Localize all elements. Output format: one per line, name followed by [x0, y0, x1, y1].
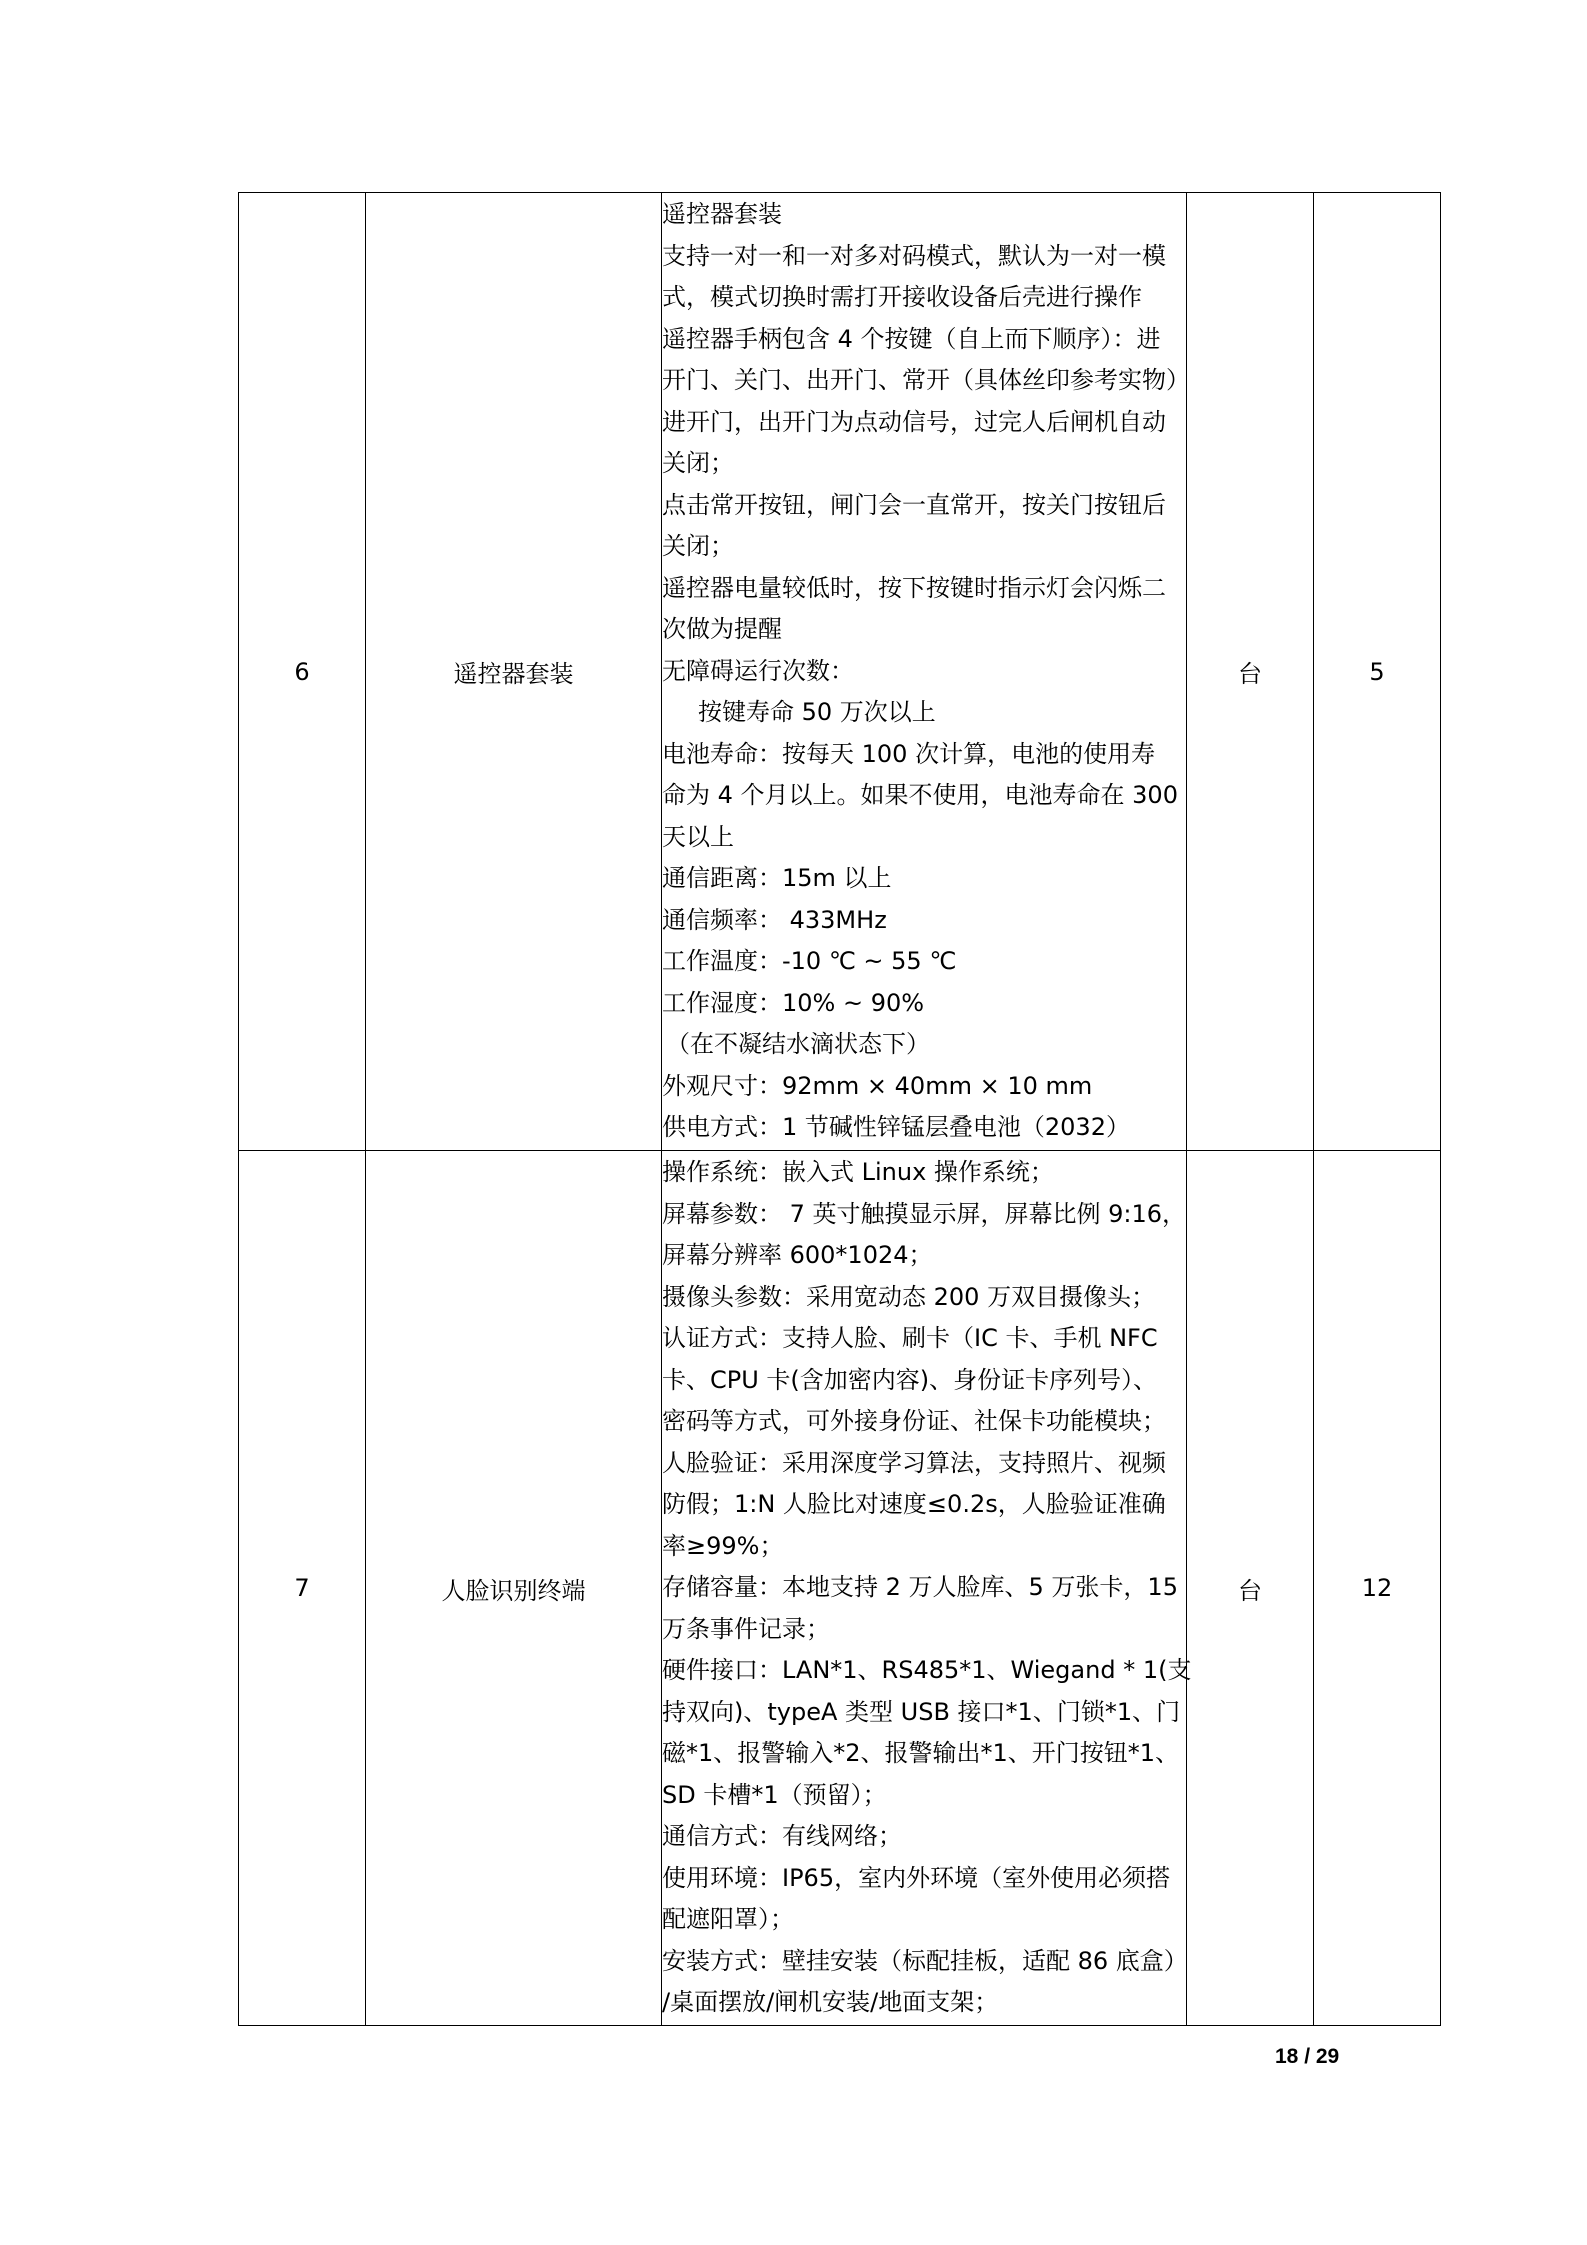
spec-line: 供电方式：1 节碱性锌锰层叠电池（2032）	[662, 1113, 1130, 1142]
item-spec	[662, 1151, 1192, 2026]
spec-line: 卡、CPU 卡(含加密内容)、身份证卡序列号）、	[662, 1365, 1158, 1394]
spec-line: 人脸验证：采用深度学习算法，支持照片、视频	[662, 1448, 1166, 1477]
item-quantity: 5	[1314, 193, 1441, 1151]
spec-line: 关闭；	[662, 532, 734, 561]
spec-line: 通信距离：15m 以上	[662, 864, 892, 893]
spec-line: 无障碍运行次数：	[662, 656, 854, 685]
spec-line: 安装方式：壁挂安装（标配挂板，适配 86 底盒）	[662, 1946, 1188, 1975]
spec-line: 外观尺寸：92mm × 40mm × 10 mm	[662, 1071, 1093, 1100]
spec-line: /桌面摆放/闸机安装/地面支架；	[662, 1988, 999, 2017]
spec-line: 电池寿命：按每天 100 次计算，电池的使用寿	[662, 739, 1156, 768]
spec-line: 式，模式切换时需打开接收设备后壳进行操作	[662, 283, 1142, 312]
spec-line: 使用环境：IP65，室内外环境（室外使用必须搭	[662, 1863, 1171, 1892]
spec-line: 支持一对一和一对多对码模式，默认为一对一模	[662, 241, 1166, 270]
item-name: 人脸识别终端	[366, 1151, 662, 2026]
spec-line: 点击常开按钮，闸门会一直常开，按关门按钮后	[662, 490, 1166, 519]
spec-line: 万条事件记录；	[662, 1614, 830, 1643]
spec-line: 屏幕参数： 7 英寸触摸显示屏，屏幕比例 9:16，	[662, 1199, 1187, 1228]
spec-line: 工作湿度：10% ~ 90%	[662, 988, 925, 1017]
spec-line: 认证方式：支持人脸、刷卡（IC 卡、手机 NFC	[662, 1324, 1158, 1353]
item-number: 6	[239, 193, 366, 1151]
table-row	[239, 1151, 1441, 2026]
spec-line: 配遮阳罩）；	[662, 1905, 794, 1934]
item-unit: 台	[1187, 1151, 1314, 2026]
spec-line: 遥控器手柄包含 4 个按键（自上而下顺序）：进	[662, 324, 1161, 353]
spec-line: 摄像头参数：采用宽动态 200 万双目摄像头；	[662, 1282, 1156, 1311]
spec-table	[238, 192, 1441, 2026]
table-row	[239, 193, 1441, 1151]
spec-line: 持双向)、typeA 类型 USB 接口*1、门锁*1、门	[662, 1697, 1181, 1726]
spec-line: 命为 4 个月以上。如果不使用，电池寿命在 300	[662, 781, 1178, 810]
spec-line: 屏幕分辨率 600*1024；	[662, 1241, 933, 1270]
spec-line: 防假；1:N 人脸比对速度≤0.2s，人脸验证准确	[662, 1490, 1166, 1519]
spec-line: 操作系统：嵌入式 Linux 操作系统；	[662, 1158, 1054, 1187]
item-unit: 台	[1187, 193, 1314, 1151]
spec-line: 磁*1、报警输入*2、报警输出*1、开门按钮*1、	[662, 1739, 1180, 1768]
spec-line: 遥控器套装	[662, 200, 782, 229]
item-spec	[662, 193, 1190, 1151]
spec-line: 按键寿命 50 万次以上	[698, 698, 936, 727]
item-name: 遥控器套装	[366, 193, 662, 1151]
spec-line: 工作温度：-10 ℃ ~ 55 ℃	[662, 947, 957, 976]
spec-line: 通信频率： 433MHz	[662, 905, 887, 934]
spec-line: 密码等方式，可外接身份证、社保卡功能模块；	[662, 1407, 1166, 1436]
spec-line: 开门、关门、出开门、常开（具体丝印参考实物）	[662, 366, 1190, 395]
spec-line: 存储容量：本地支持 2 万人脸库、5 万张卡，15	[662, 1573, 1178, 1602]
spec-line: 天以上	[662, 822, 734, 851]
spec-line: 硬件接口：LAN*1、RS485*1、Wiegand * 1(支	[662, 1656, 1192, 1685]
spec-line: 关闭；	[662, 449, 734, 478]
spec-line: 进开门，出开门为点动信号，过完人后闸机自动	[662, 407, 1166, 436]
item-number: 7	[239, 1151, 366, 2026]
spec-line: 次做为提醒	[662, 615, 782, 644]
spec-line: （在不凝结水滴状态下）	[666, 1030, 930, 1059]
page-number: 18 / 29	[1275, 2045, 1340, 2068]
item-quantity: 12	[1314, 1151, 1441, 2026]
spec-line: 通信方式：有线网络；	[662, 1822, 902, 1851]
spec-line: 率≥99%；	[662, 1531, 784, 1560]
spec-line: SD 卡槽*1（预留）；	[662, 1780, 887, 1809]
spec-line: 遥控器电量较低时，按下按键时指示灯会闪烁二	[662, 573, 1166, 602]
